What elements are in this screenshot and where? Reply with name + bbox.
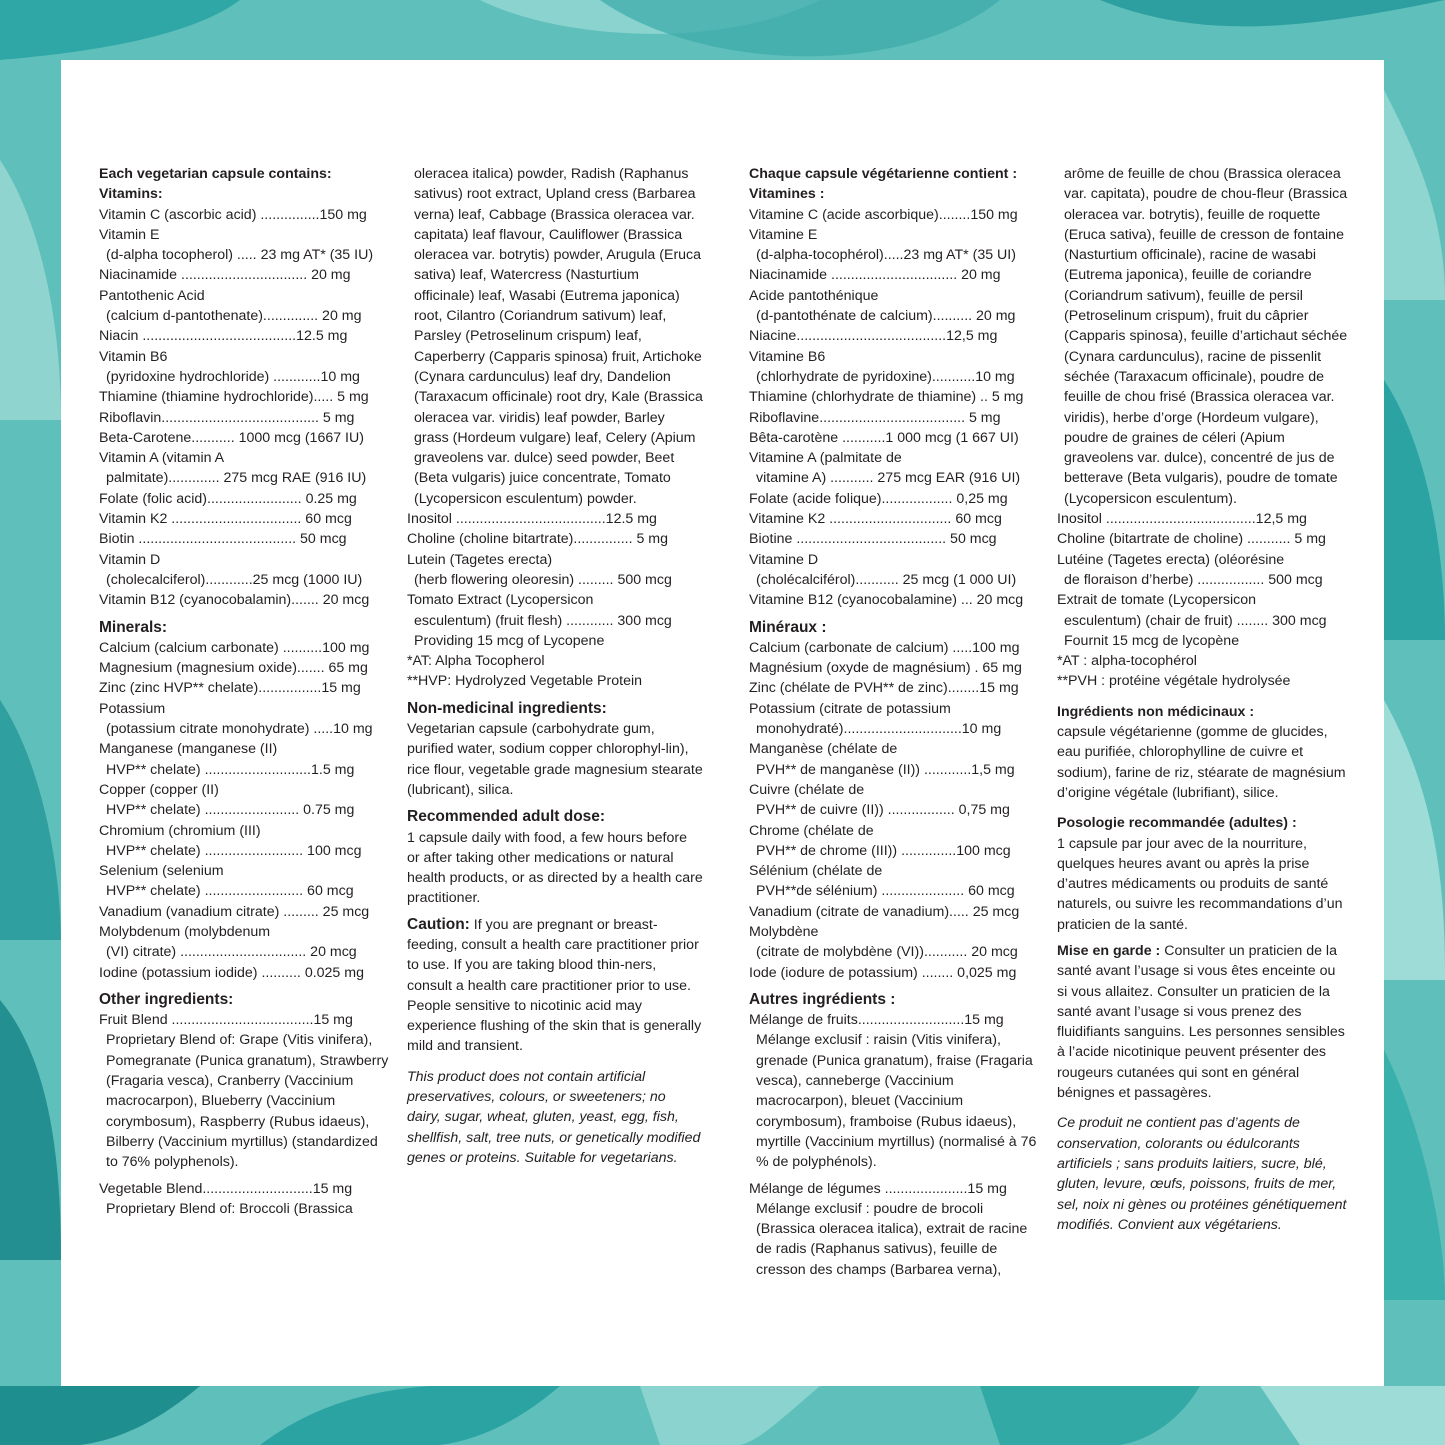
non-medicinal-heading-fr: Ingrédients non médicinaux : <box>1057 703 1255 720</box>
mineral-line-fr: Potassium (citrate de potassium <box>749 700 951 717</box>
mineral-line-fr: Cuivre (chélate de <box>749 781 865 798</box>
non-medicinal-heading: Non-medicinal ingredients: <box>407 699 607 717</box>
vitamin-line: palmitate)............. 275 mcg RAE (916 IU) <box>106 470 367 487</box>
english-column-1 <box>99 164 391 1219</box>
caution-text-fr: Consulter un praticien de la santé avant l’usage si vous êtes enceinte ou si vous allaitez. Consulter un praticien de la santé avant l’usage si vous prenez des fluidifiants sanguins. Les personnes sensibles à l’acide nicotinique peuvent présenter des rougeurs cutanées qui sont en général bénignes et passagères. <box>1057 942 1345 1102</box>
vitamin-line-fr: (d-alpha-tocophérol).....23 mg AT* (35 UI) <box>756 247 1016 264</box>
vitamin-line: Vitamin A (vitamin A <box>99 450 225 467</box>
ingredient-line: Choline (choline bitartrate)............... 5 mg <box>407 531 669 548</box>
mineral-line-fr: PVH** de manganèse (II)) ............1,5 mg <box>756 761 1015 778</box>
fruit-blend-text: Proprietary Blend of: Grape (Vitis vinifera), Pomegranate (Punica granatum), Strawberry (Fragaria vesca), Cranberry (Vaccinium macrocarpon), Blueberry (Vaccinium corymbosum), Raspberry (Rubus idaeus), Bilberry (Vaccinium myrtillus) (standardized to 76% polyphenols). <box>106 1032 389 1171</box>
vitamin-line: Niacinamide ................................ 20 mg <box>99 267 351 284</box>
mineral-line: HVP** chelate) ........................ 0.75 mg <box>106 802 355 819</box>
footnote-line: *AT: Alpha Tocopherol <box>407 653 545 670</box>
vitamin-line: Vitamin D <box>99 551 161 568</box>
vitamin-line: Vitamin E <box>99 226 160 243</box>
vitamin-line-fr: Biotine ...................................... 50 mcg <box>749 531 997 548</box>
ingredient-line: Providing 15 mcg of Lycopene <box>414 632 605 649</box>
french-column-2 <box>1057 164 1349 1235</box>
vitamin-line-fr: Vitamine A (palmitate de <box>749 450 902 467</box>
ingredient-line-fr: Choline (bitartrate de choline) ........... 5 mg <box>1057 531 1326 548</box>
mineral-line-fr: Chrome (chélate de <box>749 822 874 839</box>
mineral-line: (VI) citrate) ................................ 20 mcg <box>106 944 357 961</box>
mineral-line-fr: (citrate de molybdène (VI))........... 20 mcg <box>756 944 1018 961</box>
vegetable-blend-start-fr: Mélange exclusif : poudre de brocoli (Brassica oleracea italica), extrait de racine de radis (Raphanus sativus), feuille de cresson des champs (Barbarea verna), <box>756 1200 1028 1278</box>
ingredient-line: Tomato Extract (Lycopersicon <box>407 592 594 609</box>
mineral-line: Chromium (chromium (III) <box>99 822 261 839</box>
mineral-line: Vanadium (vanadium citrate) ......... 25 mcg <box>99 903 370 920</box>
mineral-line-fr: Magnésium (oxyde de magnésium) . 65 mg <box>749 660 1022 677</box>
dose-text-fr: 1 capsule par jour avec de la nourriture, quelques heures avant ou après la prise d’autres médicaments ou produits de santé naturels, ou suivre les recommandations d’un praticien de la santé. <box>1057 835 1343 933</box>
mineral-line: HVP** chelate) ...........................1.5 mg <box>106 761 355 778</box>
dose-text: 1 capsule daily with food, a few hours before or after taking other medications or natural health products, or as directed by a health care practitioner. <box>407 829 703 907</box>
other-ingredients-heading-fr: Autres ingrédients : <box>749 990 896 1008</box>
fruit-blend-line: Fruit Blend ....................................15 mg <box>99 1012 353 1029</box>
minerals-heading: Minerals: <box>99 618 168 636</box>
vitamin-line-fr: Vitamine B12 (cyanocobalamine) ... 20 mcg <box>749 592 1024 609</box>
vitamin-line-fr: Niacinamide ................................ 20 mg <box>749 267 1001 284</box>
ingredient-line: Lutein (Tagetes erecta) <box>407 551 553 568</box>
mineral-line: Manganese (manganese (II) <box>99 741 278 758</box>
ingredient-line-fr: Extrait de tomate (Lycopersicon <box>1057 592 1256 609</box>
vitamin-line-fr: (cholécalciférol)........... 25 mcg (1 000 UI) <box>756 571 1017 588</box>
footnote-line-fr: **PVH : protéine végétale hydrolysée <box>1057 673 1291 690</box>
vitamin-line: Vitamin B12 (cyanocobalamin)....... 20 mcg <box>99 592 370 609</box>
capsule-heading: Each vegetarian capsule contains: <box>99 166 332 182</box>
mineral-line: HVP** chelate) ......................... 60 mcg <box>106 883 354 900</box>
footnote-line: **HVP: Hydrolyzed Vegetable Protein <box>407 673 643 690</box>
vitamin-line-fr: Vitamine E <box>749 226 818 243</box>
mineral-line-fr: Iode (iodure de potassium) ........ 0,025 mg <box>749 964 1017 981</box>
vitamin-line-fr: Acide pantothénique <box>749 287 879 304</box>
mineral-line: Iodine (potassium iodide) .......... 0.025 mg <box>99 964 364 981</box>
fruit-blend-line-fr: Mélange de fruits...........................15 mg <box>749 1012 1004 1029</box>
mineral-line-fr: Zinc (chélate de PVH** de zinc)........15 mg <box>749 680 1019 697</box>
vitamin-line: Vitamin K2 ................................. 60 mcg <box>99 511 352 528</box>
vegetable-blend-start: Proprietary Blend of: Broccoli (Brassica <box>106 1200 353 1217</box>
ingredient-line-fr: Inositol ......................................12,5 mg <box>1057 511 1307 528</box>
french-column-1 <box>749 164 1041 1280</box>
vitamin-line: (calcium d-pantothenate).............. 20 mg <box>106 308 362 325</box>
mineral-line-fr: PVH** de cuivre (II)) ................. 0,75 mg <box>756 802 1010 819</box>
mineral-line: Molybdenum (molybdenum <box>99 923 271 940</box>
vitamin-line-fr: Thiamine (chlorhydrate de thiamine) .. 5 mg <box>749 389 1024 406</box>
label-panel <box>61 60 1384 1386</box>
ingredient-line-fr: esculentum) (chair de fruit) ........ 300 mcg <box>1064 612 1327 629</box>
mineral-line: (potassium citrate monohydrate) .....10 mg <box>106 721 373 738</box>
vitamin-line: Thiamine (thiamine hydrochloride)..... 5 mg <box>99 389 369 406</box>
non-medicinal-text-fr: capsule végétarienne (gomme de glucides, eau purifiée, chlorophylline de cuivre et sodium), farine de riz, stéarate de magnésium d’origine végétale (lubrifiant), silice. <box>1057 724 1346 801</box>
fruit-blend-text-fr: Mélange exclusif : raisin (Vitis vinifera), grenade (Punica granatum), fraise (Fragaria vesca), canneberge (Vaccinium macrocarpon), bleuet (Vaccinium corymbosum), framboise (Rubus idaeus), myrtille (Vaccinium myrtillus) (normalisé à 76 % de polyphénols). <box>756 1032 1037 1171</box>
vitamin-line-fr: Niacine......................................12,5 mg <box>749 328 998 345</box>
minerals-heading-fr: Minéraux : <box>749 618 827 636</box>
vitamin-line-fr: Vitamine D <box>749 551 819 568</box>
vegetable-blend-line: Vegetable Blend............................15 mg <box>99 1180 353 1197</box>
mineral-line-fr: Molybdène <box>749 923 819 940</box>
vitamin-line-fr: vitamine A) ........... 275 mcg EAR (916 UI) <box>756 470 1021 487</box>
mineral-line-fr: Calcium (carbonate de calcium) .....100 mg <box>749 639 1020 656</box>
vitamin-line: Vitamin C (ascorbic acid) ...............150 mg <box>99 206 367 223</box>
other-ingredients-heading: Other ingredients: <box>99 990 234 1008</box>
vitamin-line: Niacin .......................................12.5 mg <box>99 328 348 345</box>
vitamin-line-fr: (chlorhydrate de pyridoxine)...........10 mg <box>756 368 1015 385</box>
vitamin-line-fr: Vitamine K2 ............................... 60 mcg <box>749 511 1002 528</box>
vitamin-line: Folate (folic acid)........................ 0.25 mg <box>99 490 357 507</box>
vitamin-line: (cholecalciferol)............25 mcg (1000 IU) <box>106 571 363 588</box>
free-from-statement-fr: Ce produit ne contient pas d’agents de conservation, colorants ou édulcorants artificiels ; sans produits laitiers, sucre, blé, gluten, levure, œufs, poissons, fruits de mer, sel, noix ni gènes ou protéines génétiquement modifiés. Convient aux végétariens. <box>1057 1115 1347 1233</box>
vitamin-line-fr: (d-pantothénate de calcium).......... 20 mg <box>756 308 1016 325</box>
caution-paragraph <box>407 915 703 1057</box>
free-from-statement: This product does not contain artificial preservatives, colours, or sweeteners; no dairy, sugar, wheat, gluten, yeast, egg, fish, shellfish, salt, tree nuts, or genetically modified genes or proteins. Suitable for vegetarians. <box>407 1068 701 1166</box>
ingredient-line-fr: de floraison d’herbe) ................. 500 mcg <box>1064 571 1323 588</box>
dose-heading: Recommended adult dose: <box>407 808 606 826</box>
vegetable-blend-line-fr: Mélange de légumes .....................15 mg <box>749 1180 1007 1197</box>
ingredient-line-fr: Fournit 15 mcg de lycopène <box>1064 632 1240 649</box>
vitamin-line: Beta-Carotene........... 1000 mcg (1667 IU) <box>99 429 364 446</box>
vitamins-heading: Vitamins: <box>99 186 163 203</box>
caution-label: Caution: <box>407 915 470 933</box>
vitamin-line-fr: Folate (acide folique).................. 0,25 mg <box>749 490 1008 507</box>
english-column-2 <box>407 164 703 1168</box>
vegetable-blend-continued: oleracea italica) powder, Radish (Raphanus sativus) root extract, Upland cress (Barbarea verna) leaf, Cabbage (Brassica oleracea var. capitata) leaf flavour, Cauliflower (Brassica oleracea var. botrytis) powder, Arugula (Eruca sativa) leaf, Watercress (Nasturtium officinale) leaf, Wasabi (Eutrema japonica) root, Cilantro (Coriandrum sativum) leaf, Parsley (Petroselinum crispum) leaf, Caperberry (Capparis spinosa) fruit, Artichoke (Cynara cardunculus) leaf dry, Dandelion (Taraxacum officinale) root dry, Kale (Brassica oleracea var. viridis) leaf powder, Barley grass (Hordeum vulgare) leaf, Celery (Apium graveolens var. dulce) seed powder, Beet (Beta vulgaris) juice concentrate, Tomato (Lycopersicon esculentum) powder. <box>414 166 703 507</box>
dose-heading-fr: Posologie recommandée (adultes) : <box>1057 815 1297 832</box>
mineral-line-fr: PVH** de chrome (III)) ..............100 mcg <box>756 842 1011 859</box>
mineral-line-fr: Manganèse (chélate de <box>749 741 898 758</box>
ingredient-line-fr: Lutéine (Tagetes erecta) (oléorésine <box>1057 551 1285 568</box>
ingredient-line: Inositol ......................................12.5 mg <box>407 511 657 528</box>
mineral-line-fr: PVH**de sélénium) ..................... 60 mcg <box>756 883 1015 900</box>
mineral-line-fr: Vanadium (citrate de vanadium)..... 25 mcg <box>749 903 1020 920</box>
vitamin-line-fr: Bêta-carotène ...........1 000 mcg (1 667 UI) <box>749 429 1019 446</box>
footnote-line-fr: *AT : alpha-tocophérol <box>1057 653 1197 670</box>
ingredient-line: esculentum) (fruit flesh) ............ 300 mcg <box>414 612 672 629</box>
non-medicinal-text: Vegetarian capsule (carbohydrate gum, purified water, sodium copper chlorophyl-lin), rice flour, vegetable grade magnesium stearate (lubricant), silica. <box>407 721 703 798</box>
vitamins-heading-fr: Vitamines : <box>749 186 825 203</box>
vitamin-line: (d-alpha tocopherol) ..... 23 mg AT* (35 IU) <box>106 247 374 264</box>
vitamin-line: Riboflavin........................................ 5 mg <box>99 409 355 426</box>
vitamin-line: Pantothenic Acid <box>99 287 205 304</box>
mineral-line: Calcium (calcium carbonate) ..........100 mg <box>99 639 370 656</box>
caution-paragraph-fr <box>1057 941 1349 1103</box>
vitamin-line: (pyridoxine hydrochloride) ............10 mg <box>106 368 360 385</box>
capsule-heading-fr: Chaque capsule végétarienne contient : <box>749 166 1018 182</box>
ingredient-line: (herb flowering oleoresin) ......... 500 mcg <box>414 571 672 588</box>
mineral-line: Selenium (selenium <box>99 863 224 880</box>
vitamin-line-fr: Riboflavine..................................... 5 mg <box>749 409 1001 426</box>
mineral-line-fr: monohydraté)..............................10 mg <box>756 721 1002 738</box>
mineral-line: Potassium <box>99 700 166 717</box>
caution-text: If you are pregnant or breast-feeding, consult a health care practitioner prior to use. If you are taking blood thin-ners, consult a health care practitioner prior to use. People sensitive to nicotinic acid may experience flushing of the skin that is generally mild and transient. <box>407 916 702 1055</box>
mineral-line: HVP** chelate) ......................... 100 mcg <box>106 842 362 859</box>
mineral-line: Magnesium (magnesium oxide)....... 65 mg <box>99 660 368 677</box>
mineral-line-fr: Sélénium (chélate de <box>749 863 883 880</box>
vitamin-line: Biotin ........................................ 50 mcg <box>99 531 347 548</box>
caution-label-fr: Mise en garde : <box>1057 942 1161 959</box>
vitamin-line-fr: Vitamine B6 <box>749 348 826 365</box>
mineral-line: Copper (copper (II) <box>99 781 219 798</box>
vegetable-blend-continued-fr: arôme de feuille de chou (Brassica oleracea var. capitata), poudre de chou-fleur (Brassica oleracea var. botrytis), feuille de roquette (Eruca sativa), feuille de cresson de fontaine (Nasturtium officinale), racine de wasabi (Eutrema japonica), feuille de coriandre (Coriandrum sativum), feuille de persil (Petroselinum crispum), fruit du câprier (Capparis spinosa), feuille d’artichaut séchée (Cynara cardunculus), racine de pissenlit séchée (Taraxacum officinale), poudre de feuille de chou frisé (Brassica oleracea var. viridis), herbe d’orge (Hordeum vulgare), poudre de graines de céleri (Apium graveolens var. dulce), concentré de jus de betterave (Beta vulgaris), poudre de tomate (Lycopersicon esculentum). <box>1064 166 1348 507</box>
mineral-line: Zinc (zinc HVP** chelate)................15 mg <box>99 680 361 697</box>
vitamin-line-fr: Vitamine C (acide ascorbique)........150 mg <box>749 206 1018 223</box>
vitamin-line: Vitamin B6 <box>99 348 168 365</box>
